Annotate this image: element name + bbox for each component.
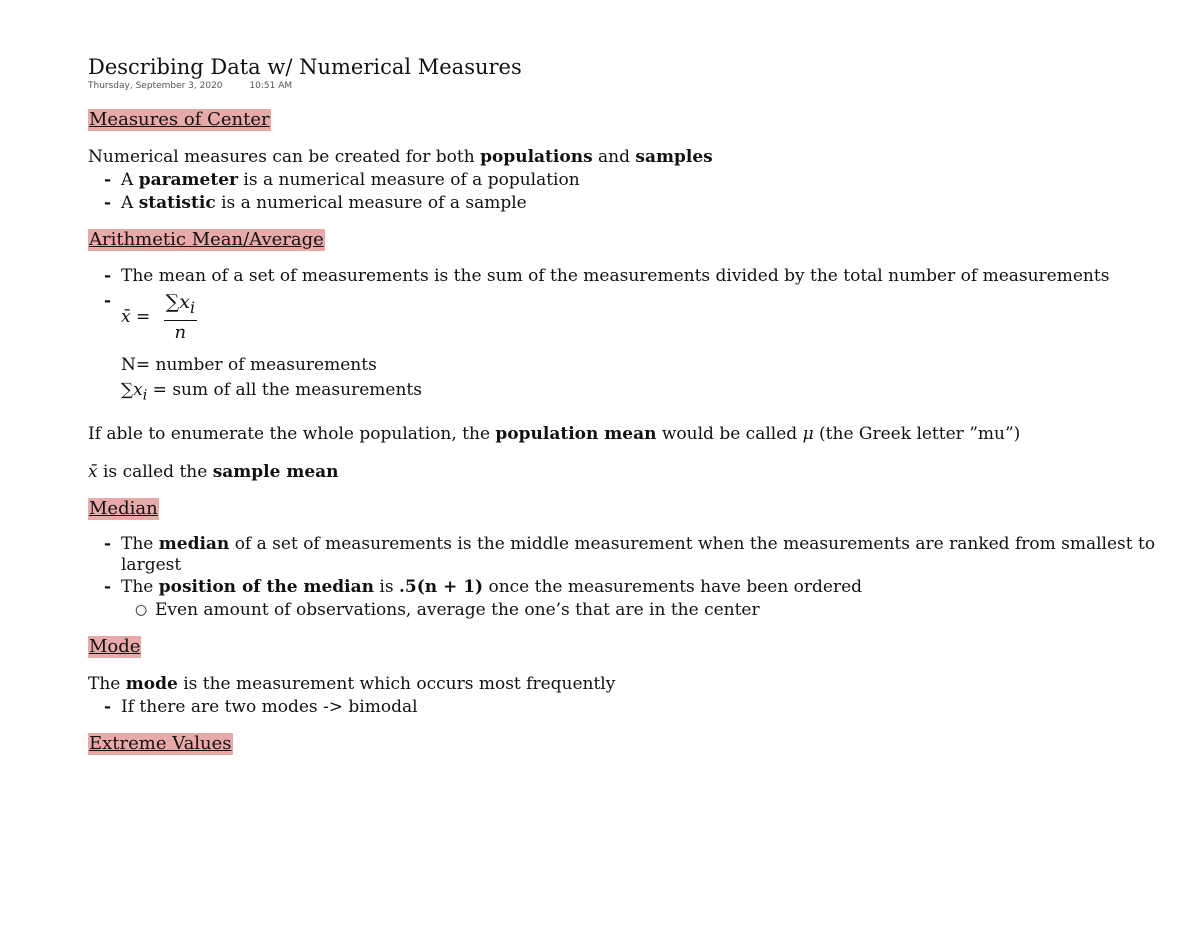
mean-fraction: $\frac{\sum x_i}{n}$ [165,291,195,343]
list-item: - If there are two modes -> bimodal [102,696,1188,719]
mode-list [88,696,1188,719]
note-time: 10:51 AM [249,81,293,91]
center-list [88,169,1188,215]
median-list [88,534,1188,622]
note-date: Thursday, September 3, 2020 [88,81,223,91]
page-title: Describing Data w/ Numerical Measures [88,55,522,79]
mean-formula: - x̄ = $\frac{\sum x_i}{n}$ [102,290,1188,345]
section-extreme-values [88,733,1188,755]
section-measures-of-center [88,109,1188,215]
mean-def-n: N= number of measurements [121,354,377,375]
heading-arithmetic-mean: Arithmetic Mean/Average [89,229,324,250]
heading-mode: Mode [89,636,141,658]
note-timestamp [88,81,1188,91]
section-median [88,498,1188,622]
heading-measures-of-center: Measures of Center [89,109,270,130]
note-page [88,52,1188,755]
median-sublist [121,599,1188,622]
mean-list [88,265,1188,345]
center-intro: Numerical measures can be created for both populations and samples [88,147,713,167]
list-item: - A statistic is a numerical measure of a sample [102,192,1188,215]
list-item: - The median of a set of measurements is the middle measurement when the measurements are ranked from smallest to largest [102,534,1188,576]
list-item: ○ Even amount of observations, average the one’s that are in the center [135,599,1188,622]
mean-def-sum: $\sum x_i$ = sum of all the measurements [121,379,422,404]
heading-median: Median [89,498,158,520]
heading-extreme-values: Extreme Values [89,733,232,755]
section-mode [88,636,1188,719]
mode-intro: The mode is the measurement which occurs most frequently [88,674,616,695]
population-mean-note: If able to enumerate the whole population, the population mean would be called μ (the Greek letter ”mu”) [88,424,1021,445]
list-item: - The mean of a set of measurements is the sum of the measurements divided by the total number of measurements [102,265,1188,288]
sample-mean-note: x̄ is called the sample mean [88,462,339,483]
list-item: - A parameter is a numerical measure of a population [102,169,1188,192]
list-item: - The position of the median is .5(n + 1) once the measurements have been ordered ○ Even amount of observations, average the one’s that are in the center [102,576,1188,622]
section-arithmetic-mean [88,229,1188,484]
